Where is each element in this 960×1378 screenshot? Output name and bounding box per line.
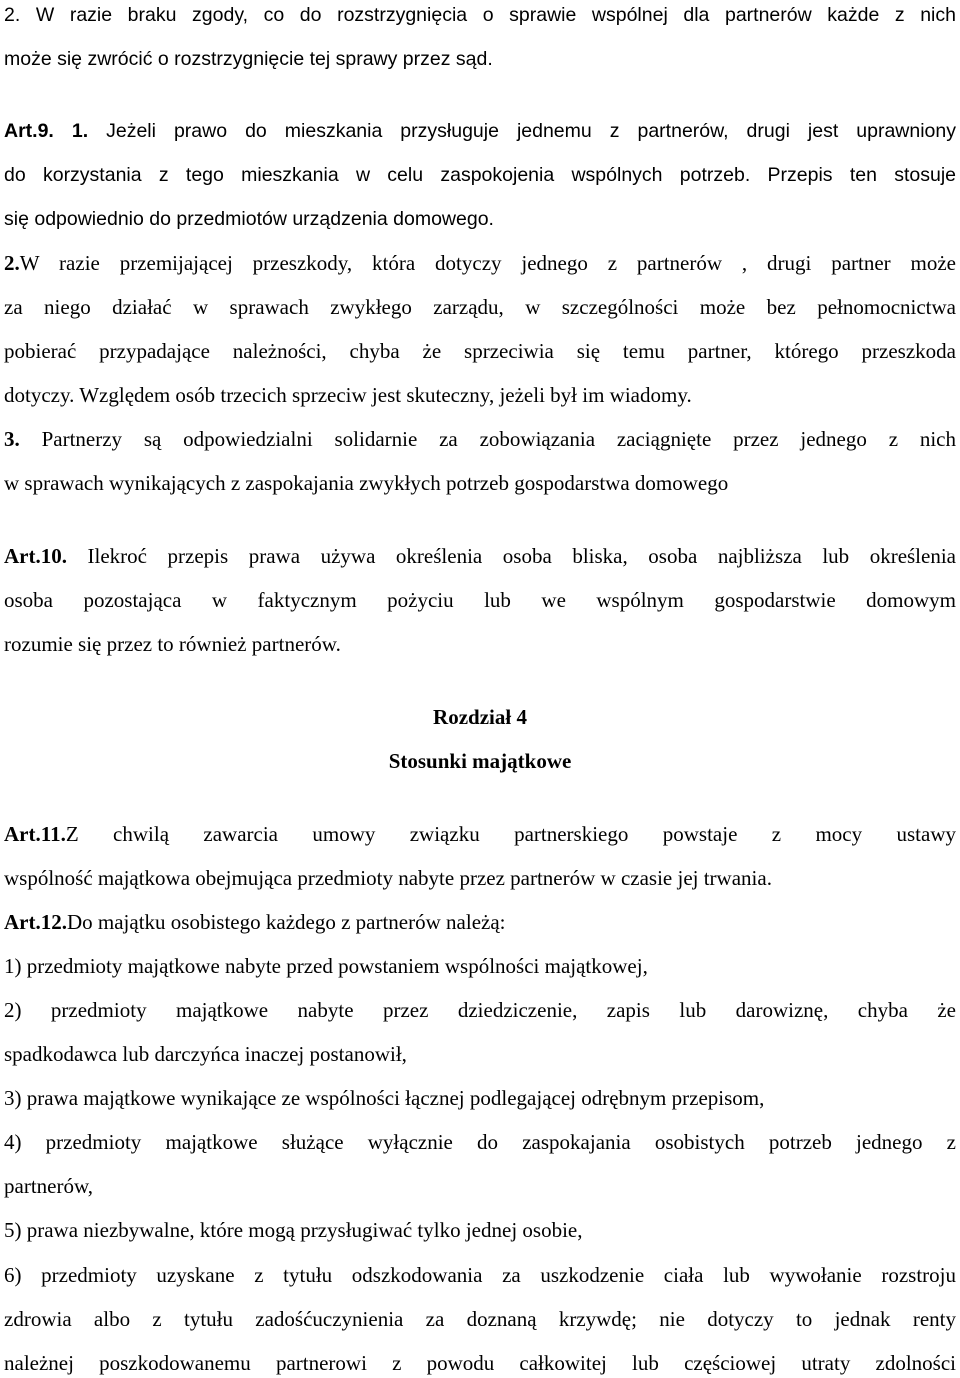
article-number: Art.12.	[4, 910, 67, 934]
line-text: 2) przedmioty majątkowe nabyte przez dziedziczenie, zapis lub darowiznę, chyba że	[4, 998, 956, 1022]
line-text: dotyczy. Względem osób trzecich sprzeciw jest skuteczny, jeżeli był im wiadomy.	[4, 383, 692, 407]
line-text: 3) prawa majątkowe wynikające ze wspólności łącznej podlegającej odrębnym przepisom,	[4, 1086, 765, 1110]
line-text: Jeżeli prawo do mieszkania przysługuje jednemu z partnerów, drugi jest uprawniony	[88, 120, 956, 142]
text-line	[4, 1348, 956, 1378]
text-line	[4, 907, 956, 937]
line-text: Partnerzy są odpowiedzialni solidarnie za zobowiązania zaciągnięte przez jednego z nich	[19, 427, 956, 451]
text-line	[4, 160, 956, 190]
line-text: W razie przemijającej przeszkody, która dotyczy jednego z partnerów , drugi partner może	[19, 251, 956, 275]
text-line	[4, 1260, 956, 1290]
text-line	[4, 1304, 956, 1334]
text-line	[4, 1083, 956, 1113]
line-text: 6) przedmioty uzyskane z tytułu odszkodowania za uszkodzenie ciała lub wywołanie rozstroju	[4, 1263, 956, 1287]
text-line	[4, 44, 956, 74]
text-line	[4, 1171, 956, 1201]
text-line	[4, 1215, 956, 1245]
text-line	[4, 424, 956, 454]
line-text: 4) przedmioty majątkowe służące wyłącznie do zaspokajania osobistych potrzeb jednego z	[4, 1130, 956, 1154]
line-text: zdrowia albo z tytułu zadośćuczynienia za doznaną krzywdę; nie dotyczy to jednak renty	[4, 1307, 956, 1331]
text-line	[4, 116, 956, 146]
text-line	[4, 468, 956, 498]
line-text: Ilekroć przepis prawa używa określenia osoba bliska, osoba najbliższa lub określenia	[66, 544, 956, 568]
line-text: za niego działać w sprawach zwykłego zarządu, w szczególności może bez pełnomocnictwa	[4, 295, 956, 319]
line-text: partnerów,	[4, 1174, 94, 1198]
text-line	[4, 863, 956, 893]
article-number: Art.10.	[4, 544, 67, 568]
line-text: pobierać przypadające należności, chyba że sprzeciwia się temu partner, którego przeszkoda	[4, 339, 956, 363]
line-text: w sprawach wynikających z zaspokajania zwykłych potrzeb gospodarstwa domowego	[4, 471, 729, 495]
line-text: Z chwilą zawarcia umowy związku partnerskiego powstaje z mocy ustawy	[65, 822, 956, 846]
line-text: 5) prawa niezbywalne, które mogą przysługiwać tylko jednej osobie,	[4, 1218, 583, 1242]
line-text: wspólność majątkowa obejmująca przedmioty nabyte przez partnerów w czasie jej trwania.	[4, 866, 772, 890]
text-line	[4, 629, 956, 659]
chapter-heading: Stosunki majątkowe	[388, 749, 572, 773]
text-line	[4, 0, 956, 30]
line-text: Do majątku osobistego każdego z partnerów należą:	[66, 910, 506, 934]
line-text: rozumie się przez to również partnerów.	[4, 632, 341, 656]
line-text: się odpowiednio do przedmiotów urządzenia domowego.	[4, 208, 494, 230]
text-line	[4, 585, 956, 615]
text-line	[4, 951, 956, 981]
text-line	[4, 995, 956, 1025]
text-line	[4, 1127, 956, 1157]
line-text: 1) przedmioty majątkowe nabyte przed powstaniem wspólności majątkowej,	[4, 954, 648, 978]
line-text: spadkodawca lub darczyńca inaczej postanowił,	[4, 1042, 407, 1066]
line-text: należnej poszkodowanemu partnerowi z powodu całkowitej lub częściowej utraty zdolności	[4, 1351, 956, 1375]
line-text: osoba pozostająca w faktycznym pożyciu lub we wspólnym gospodarstwie domowym	[4, 588, 956, 612]
text-line	[4, 248, 956, 278]
article-number: 2.	[4, 251, 20, 275]
article-number: Art.9. 1.	[4, 120, 89, 142]
text-line	[4, 1039, 956, 1069]
text-line	[4, 292, 956, 322]
text-line	[4, 204, 956, 234]
article-number: Art.11.	[4, 822, 66, 846]
line-text: 2. W razie braku zgody, co do rozstrzygnięcia o sprawie wspólnej dla partnerów każde z nich	[4, 4, 956, 26]
line-text: do korzystania z tego mieszkania w celu zaspokojenia wspólnych potrzeb. Przepis ten stosuje	[4, 164, 956, 186]
chapter-heading: Rozdział 4	[433, 705, 527, 729]
text-line	[4, 819, 956, 849]
text-line	[4, 541, 956, 571]
text-line	[4, 380, 956, 410]
line-text: może się zwrócić o rozstrzygnięcie tej sprawy przez sąd.	[4, 48, 493, 70]
text-line	[4, 336, 956, 366]
article-number: 3.	[4, 427, 20, 451]
